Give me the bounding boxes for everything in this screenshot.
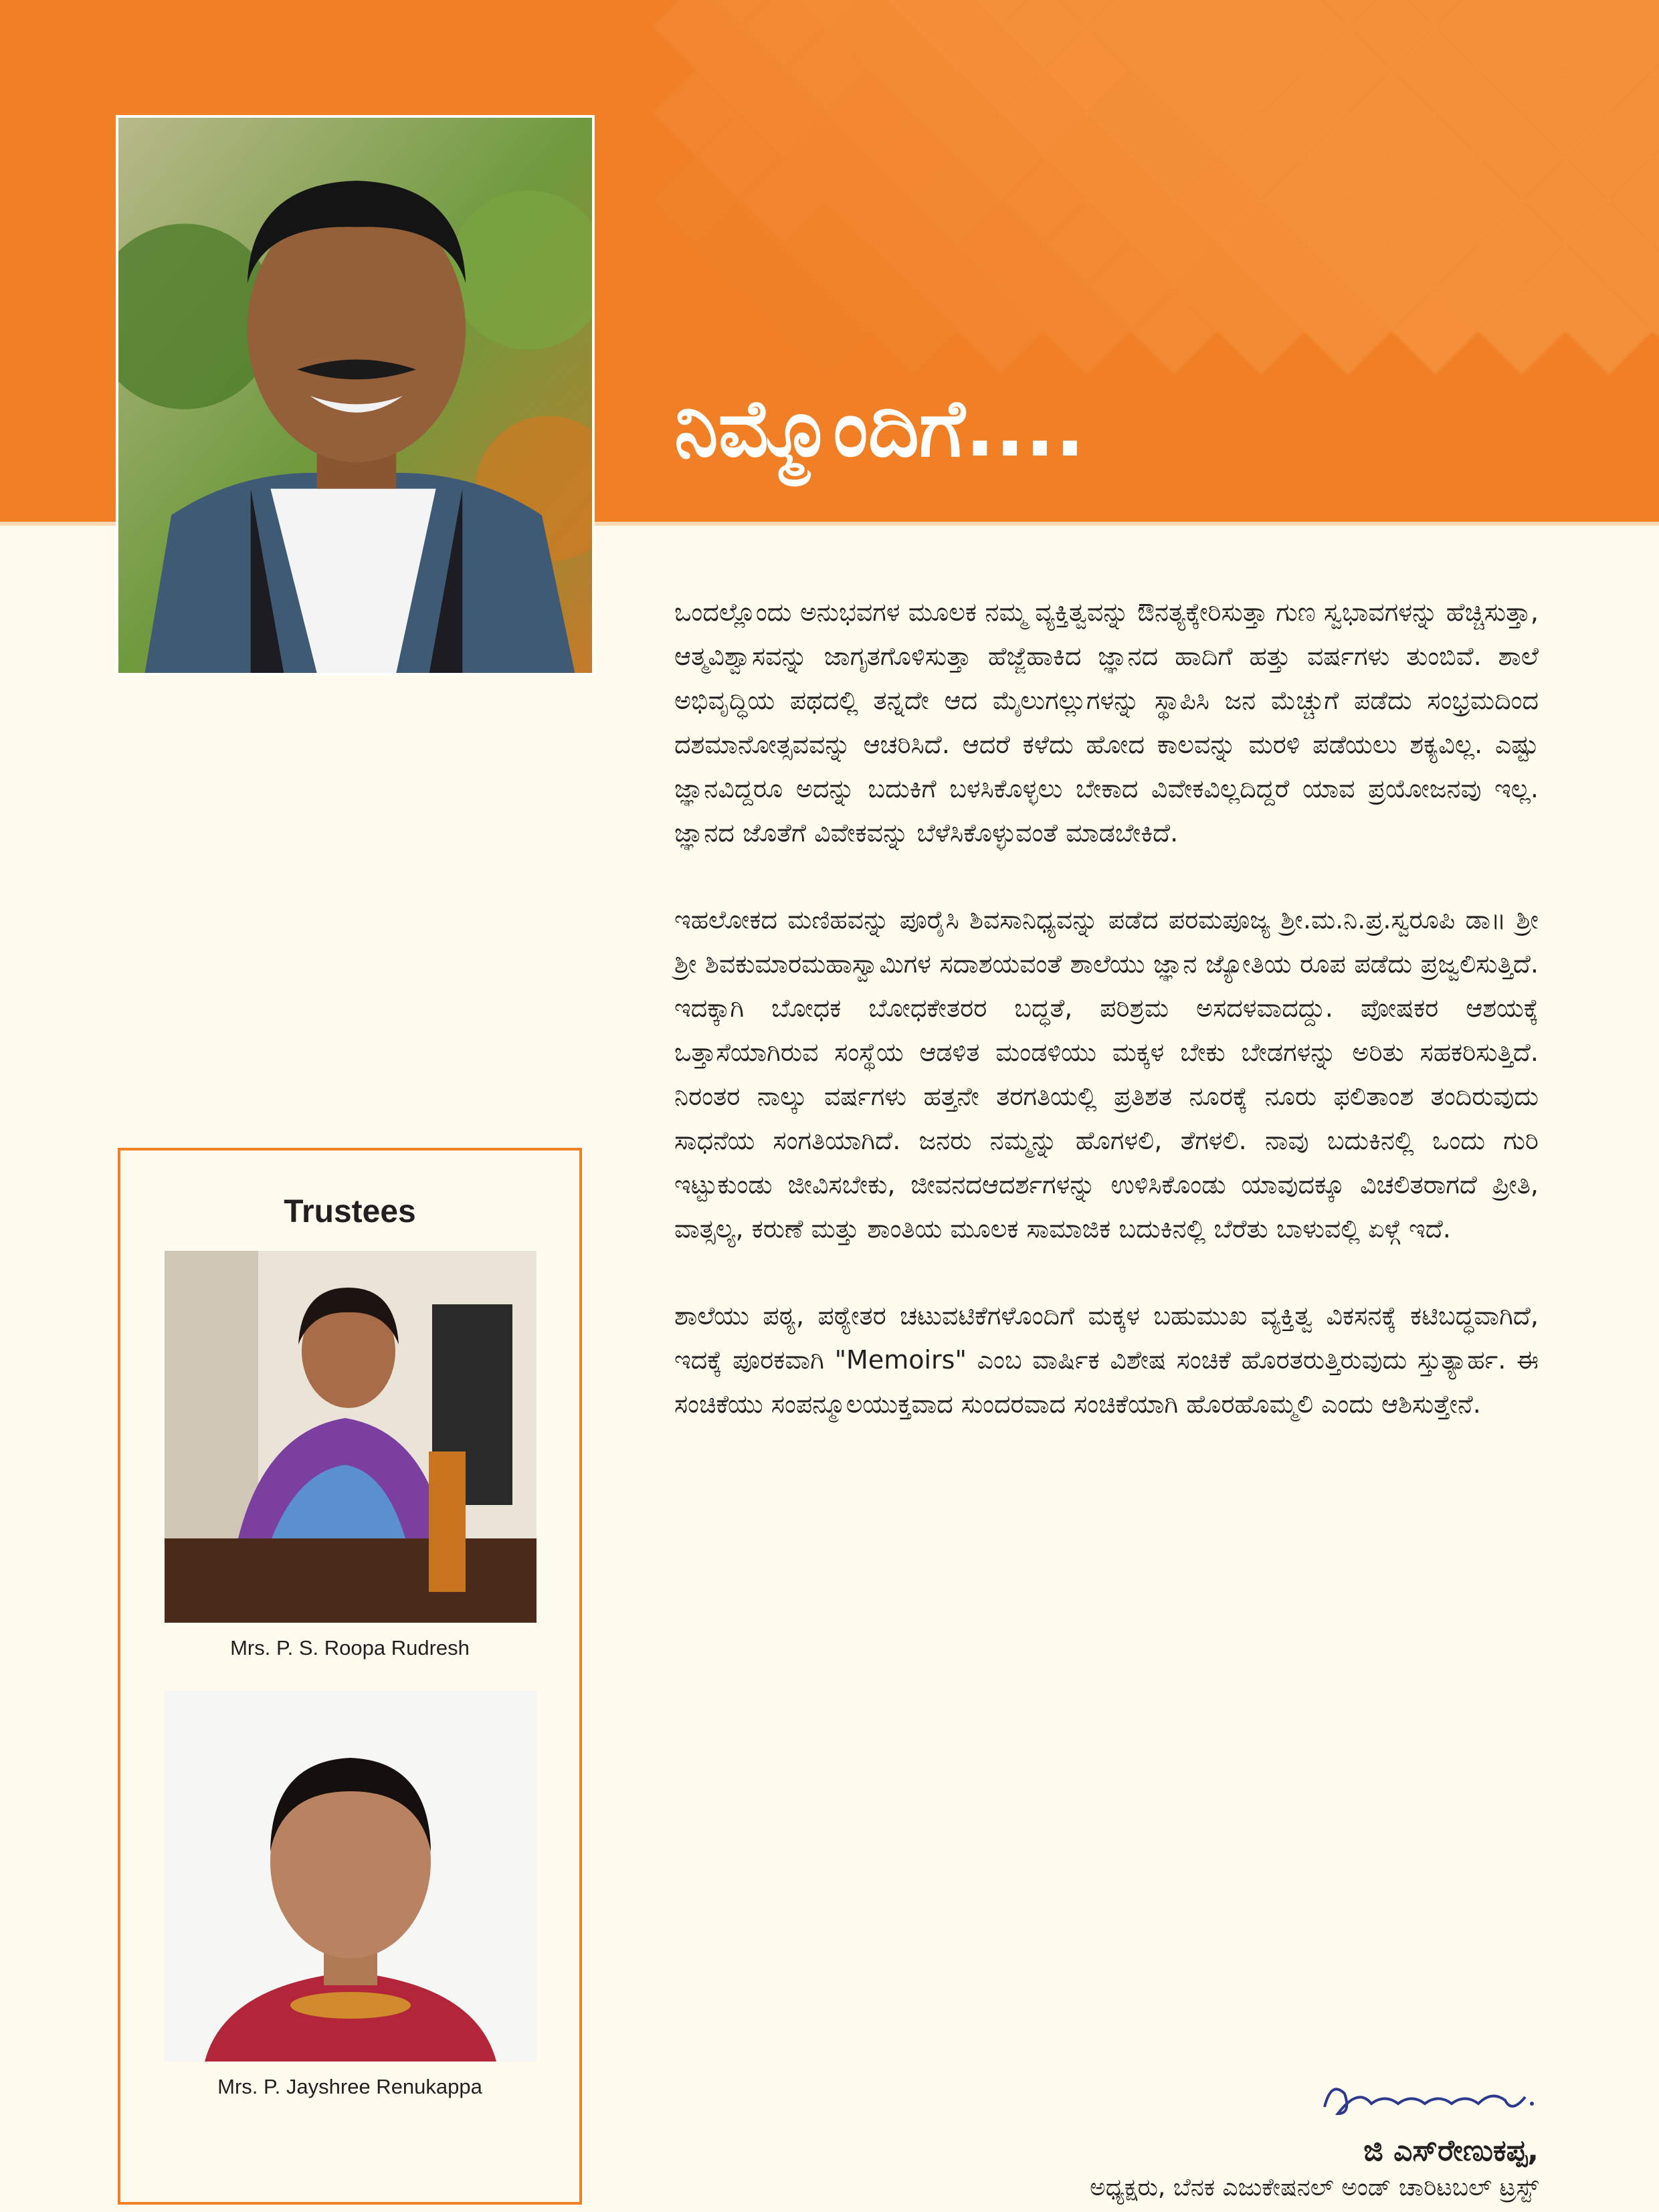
page-title: ನಿಮ್ಮೊಂದಿಗೆ.... [674, 382, 1085, 474]
paragraph-2: ಇಹಲೋಕದ ಮಣಿಹವನ್ನು ಪೂರೈಸಿ ಶಿವಸಾನಿಧ್ಯವನ್ನು ಪಡೆದ ಪರಮಪೂಜ್ಯ ಶ್ರೀ.ಮ.ನಿ.ಪ್ರ.ಸ್ವರೂಪಿ ಡಾ॥ ಶ್ರೀ ಶ್ರೀ ಶಿವಕುಮಾರಮಹಾಸ್ವಾಮಿಗಳ ಸದಾಶಯವಂತೆ ಶಾಲೆಯು ಜ್ಞಾನ ಜ್ಯೋತಿಯ ರೂಪ ಪಡೆದು ಪ್ರಜ್ವಲಿಸುತ್ತಿದೆ. ಇದಕ್ಕಾಗಿ ಬೋಧಕ ಬೋಧಕೇತರರ ಬದ್ಧತೆ, ಪರಿಶ್ರಮ ಅಸದಳವಾದದ್ದು. ಪೋಷಕರ ಆಶಯಕ್ಕೆ ಒತ್ತಾಸೆಯಾಗಿರುವ ಸಂಸ್ಥೆಯ ಆಡಳಿತ ಮಂಡಳಿಯು ಮಕ್ಕಳ ಬೇಕು ಬೇಡಗಳನ್ನು ಅರಿತು ಸಹಕರಿಸುತ್ತಿದೆ. ನಿರಂತರ ನಾಲ್ಕು ವರ್ಷಗಳು ಹತ್ತನೇ ತರಗತಿಯಲ್ಲಿ ಪ್ರತಿಶತ ನೂರಕ್ಕೆ ನೂರು ಫಲಿತಾಂಶ ತಂದಿರುವುದು ಸಾಧನೆಯ ಸಂಗತಿಯಾಗಿದೆ. ಜನರು ನಮ್ಮನ್ನು ಹೊಗಳಲಿ, ತೆಗಳಲಿ. ನಾವು ಬದುಕಿನಲ್ಲಿ ಒಂದು ಗುರಿ ಇಟ್ಟುಕುಂಡು ಜೀವಿಸಬೇಕು, ಜೀವನದಆದರ್ಶಗಳನ್ನು ಉಳಿಸಿಕೊಂಡು ಯಾವುದಕ್ಕೂ ವಿಚಲಿತರಾಗದೆ ಪ್ರೀತಿ, ವಾತ್ಸಲ್ಯ, ಕರುಣೆ ಮತ್ತು ಶಾಂತಿಯ ಮೂಲಕ ಸಾಮಾಜಿಕ ಬದುಕಿನಲ್ಲಿ ಬೆರೆತು ಬಾಳುವಲ್ಲಿ ಏಳ್ಗೆ ಇದೆ. [674, 905, 1539, 1243]
trustees-panel [118, 1148, 582, 2205]
main-portrait-photo [116, 115, 595, 676]
trustee-1-photo [165, 1251, 536, 1623]
trustee-2-name: Mrs. P. Jayshree Renukappa [217, 2075, 482, 2098]
signature-mark [1311, 2067, 1545, 2127]
trustee-1-name: Mrs. P. S. Roopa Rudresh [230, 1636, 470, 1660]
message-body [674, 590, 1539, 1469]
trustee-2-photo [165, 1691, 536, 2062]
signer-designation: ಅಧ್ಯಕ್ಷರು, ಬೆನಕ ಎಜುಕೇಷನಲ್ ಅಂಡ್ ಚಾರಿಟಬಲ್ ಟ್ರಸ್ಟ್ [1089, 2174, 1539, 2201]
trustees-heading: Trustees [284, 1194, 416, 1229]
paragraph-1: ಒಂದಲ್ಲೊಂದು ಅನುಭವಗಳ ಮೂಲಕ ನಮ್ಮ ವ್ಯಕ್ತಿತ್ವವನ್ನು ಔನತ್ಯಕ್ಕೇರಿಸುತ್ತಾ ಗುಣ ಸ್ವಭಾವಗಳನ್ನು ಹೆಚ್ಚಿಸುತ್ತಾ, ಆತ್ಮವಿಶ್ವಾಸವನ್ನು ಜಾಗೃತಗೊಳಿಸುತ್ತಾ ಹೆಜ್ಜೆಹಾಕಿದ ಜ್ಞಾನದ ಹಾದಿಗೆ ಹತ್ತು ವರ್ಷಗಳು ತುಂಬಿವೆ. ಶಾಲೆ ಅಭಿವೃದ್ಧಿಯ ಪಥದಲ್ಲಿ ತನ್ನದೇ ಆದ ಮೈಲುಗಲ್ಲುಗಳನ್ನು ಸ್ಥಾಪಿಸಿ ಜನ ಮೆಚ್ಚುಗೆ ಪಡೆದು ಸಂಭ್ರಮದಿಂದ ದಶಮಾನೋತ್ಸವವನ್ನು ಆಚರಿಸಿದೆ. ಆದರೆ ಕಳೆದು ಹೋದ ಕಾಲವನ್ನು ಮರಳಿ ಪಡೆಯಲು ಶಕ್ಯವಿಲ್ಲ. ಎಷ್ಟು ಜ್ಞಾನವಿದ್ದರೂ ಅದನ್ನು ಬದುಕಿಗೆ ಬಳಸಿಕೊಳ್ಳಲು ಬೇಕಾದ ವಿವೇಕವಿಲ್ಲದಿದ್ದರೆ ಯಾವ ಪ್ರಯೋಜನವು ಇಲ್ಲ. ಜ್ಞಾನದ ಜೊತೆಗೆ ವಿವೇಕವನ್ನು ಬೆಳೆಸಿಕೊಳ್ಳುವಂತೆ ಮಾಡಬೇಕಿದೆ. [674, 597, 1539, 847]
paragraph-3: ಶಾಲೆಯು ಪಠ್ಯ, ಪಠ್ಯೇತರ ಚಟುವಟಿಕೆಗಳೊಂದಿಗೆ ಮಕ್ಕಳ ಬಹುಮುಖ ವ್ಯಕ್ತಿತ್ವ ವಿಕಸನಕ್ಕೆ ಕಟಿಬದ್ಧವಾಗಿದೆ, ಇದಕ್ಕೆ ಪೂರಕವಾಗಿ "Memoirs" ಎಂಬ ವಾರ್ಷಿಕ ವಿಶೇಷ ಸಂಚಿಕೆ ಹೊರತರುತ್ತಿರುವುದು ಸ್ತುತ್ಯಾರ್ಹ. ಈ ಸಂಚಿಕೆಯು ಸಂಪನ್ಮೂಲಯುಕ್ತವಾದ ಸುಂದರವಾದ ಸಂಚಿಕೆಯಾಗಿ ಹೊರಹೊಮ್ಮಲಿ ಎಂದು ಆಶಿಸುತ್ತೇನೆ. [674, 1301, 1539, 1419]
signer-name: ಜಿ ಎಸ್‌ರೇಣುಕಪ್ಪ, [1363, 2134, 1539, 2168]
